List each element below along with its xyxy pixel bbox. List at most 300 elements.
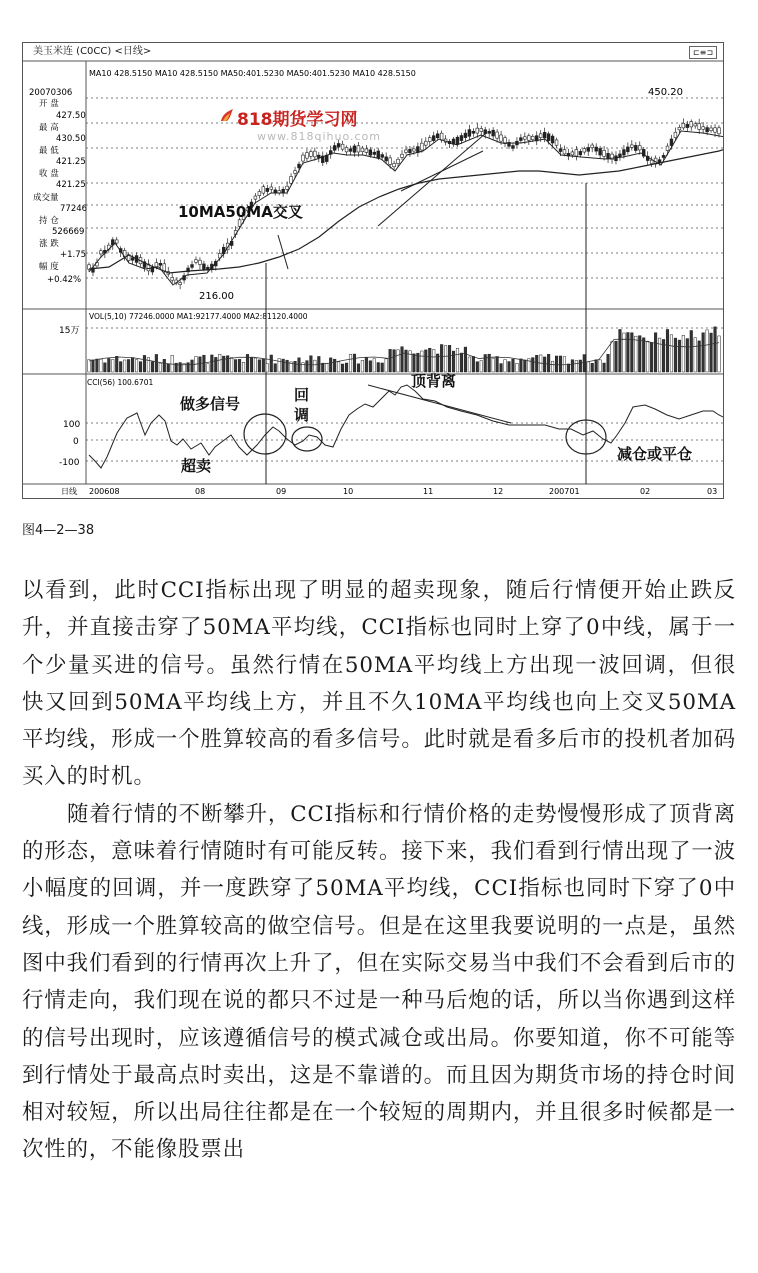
volume-bar	[531, 358, 534, 372]
candle-body	[377, 151, 380, 158]
candle-body	[686, 124, 689, 127]
candle-body	[309, 152, 312, 157]
paragraph: 随着行情的不断攀升，CCI指标和行情价格的走势慢慢形成了顶背离的形态，意味着行情随时有可能反转。接下来，我们看到行情出现了一波小幅度的回调，并一度跌穿了50MA平均线，CCI指标也同时下穿了0中线，形成一个胜算较高的做空信号。但是在这里我要说明的一点是，虽然图中我们看到的行情再次上升了，但在实际交易当中我们不会看到后市的行情走向，我们现在说的都只不过是一种马后炮的话，所以当你遇到这样的信号出现时，应该遵循信号的模式减仓或出局。你要知道，你不可能等到行情处于最高点时卖出，这是不靠谱的。而且因为期货市场的持仓时间相对较短，所以出局往往都是在一个较短的周期内，并且很多时候都是一次性的，不能像股票出	[22, 801, 736, 1163]
volume-bar	[139, 362, 142, 372]
volume-bar	[504, 360, 507, 372]
volume-bar	[535, 355, 538, 372]
volume-bar	[337, 362, 340, 372]
window-title: 美玉米连 (C0CC) <日线>	[33, 46, 152, 57]
volume-bar	[381, 363, 384, 372]
annotation-pullback-2: 调	[294, 406, 310, 424]
candle-body	[674, 132, 677, 137]
info-value: 427.50	[56, 111, 86, 121]
volume-bar	[706, 330, 709, 372]
candle-body	[714, 128, 717, 132]
volume-bar	[543, 357, 546, 372]
candle-body	[472, 131, 475, 133]
volume-bar	[151, 362, 154, 372]
volume-bar	[583, 355, 586, 372]
candle-body	[718, 128, 721, 134]
date-label: 200701	[549, 487, 580, 496]
volume-bar	[714, 327, 717, 372]
candle-body	[626, 147, 629, 152]
volume-bar	[428, 348, 431, 372]
candle-body	[523, 137, 526, 139]
volume-bar	[115, 356, 118, 372]
volume-bar	[123, 360, 126, 372]
candle-body	[583, 149, 586, 152]
date-label: 10	[343, 487, 354, 496]
volume-bar	[143, 355, 146, 372]
candle-body	[571, 152, 574, 155]
volume-bar	[690, 330, 693, 372]
candle-body	[258, 192, 261, 196]
annotation-pointer	[278, 235, 288, 269]
candle-body	[317, 155, 320, 157]
volume-bar	[199, 357, 202, 372]
volume-bar	[686, 339, 689, 372]
volume-bar	[634, 336, 637, 372]
volume-bar	[286, 360, 289, 372]
volume-bar	[718, 336, 721, 372]
volume-bar	[100, 359, 103, 372]
site-watermark	[237, 105, 417, 143]
volume-bar	[92, 360, 95, 372]
candle-body	[302, 155, 305, 161]
cci-axis-0: 0	[73, 437, 79, 447]
volume-bar	[496, 356, 499, 372]
volume-bar	[191, 360, 194, 372]
volume-bar	[389, 349, 392, 372]
candle-body	[424, 141, 427, 145]
volume-bar	[104, 363, 107, 372]
volume-bar	[591, 363, 594, 372]
volume-bar	[321, 363, 324, 372]
candle-body	[432, 136, 435, 141]
volume-bar	[547, 354, 550, 372]
candle-body	[428, 138, 431, 142]
candle-body	[623, 150, 626, 155]
candle-body	[682, 123, 685, 128]
candle-body	[195, 260, 198, 263]
candle-body	[595, 147, 598, 151]
candle-body	[306, 153, 309, 159]
volume-bar	[325, 363, 328, 372]
candle-body	[274, 190, 277, 193]
volume-bar	[452, 351, 455, 372]
volume-bar	[207, 364, 210, 372]
volume-bar	[306, 361, 309, 372]
volume-bar	[385, 359, 388, 372]
candle-body	[191, 265, 194, 268]
candle-body	[531, 136, 534, 139]
volume-bar	[226, 356, 229, 372]
vol-axis-label: 15万	[59, 326, 80, 336]
volume-bar	[377, 363, 380, 372]
candle-body	[500, 135, 503, 141]
volume-bar	[678, 340, 681, 372]
volume-bar	[476, 362, 479, 372]
candle-body	[199, 260, 202, 264]
volume-bar	[329, 358, 332, 372]
volume-bar	[341, 364, 344, 372]
candle-body	[385, 157, 388, 161]
candle-body	[270, 187, 273, 189]
price-low-label: 216.00	[199, 291, 234, 302]
candle-body	[381, 155, 384, 158]
volume-bar	[211, 355, 214, 372]
figure-caption: 图4—2—38	[22, 523, 95, 538]
volume-bar	[393, 350, 396, 372]
candle-body	[254, 196, 257, 199]
candle-body	[333, 146, 336, 151]
date-label: 12	[493, 487, 504, 496]
volume-bar	[167, 364, 170, 372]
volume-bar	[559, 356, 562, 372]
volume-bar	[234, 360, 237, 372]
volume-bar	[397, 350, 400, 372]
volume-bar	[424, 350, 427, 372]
candle-body	[575, 150, 578, 157]
trend-line	[378, 133, 486, 226]
volume-bar	[349, 354, 352, 372]
volume-bar	[147, 358, 150, 372]
volume-bar	[472, 356, 475, 372]
volume-bar	[421, 351, 424, 372]
volume-bar	[448, 345, 451, 372]
candle-body	[599, 148, 602, 155]
date-label: 03	[707, 487, 718, 496]
volume-bar	[571, 360, 574, 372]
volume-bar	[155, 354, 158, 372]
volume-bar	[262, 359, 265, 372]
volume-bar	[520, 359, 523, 372]
annotation-long-signal: 做多信号	[180, 395, 241, 413]
candle-body	[460, 136, 463, 141]
candle-body	[397, 159, 400, 163]
volume-bar	[456, 348, 459, 372]
volume-bar	[369, 361, 372, 372]
volume-bar	[171, 355, 174, 372]
volume-bar	[492, 358, 495, 372]
cci-axis-100: 100	[63, 420, 81, 430]
flame-logo-icon	[219, 107, 235, 123]
candle-body	[266, 188, 269, 191]
volume-bar	[258, 360, 261, 372]
volume-bar	[567, 364, 570, 372]
candle-body	[678, 127, 681, 130]
volume-bar	[222, 356, 225, 372]
candle-body	[670, 139, 673, 146]
candle-body	[115, 240, 118, 243]
candle-body	[349, 149, 352, 151]
candle-body	[496, 132, 499, 138]
candle-body	[464, 133, 467, 137]
volume-bar	[595, 360, 598, 372]
volume-bar	[357, 364, 360, 372]
candle-body	[706, 128, 709, 132]
candle-body	[547, 134, 550, 141]
volume-bar	[702, 333, 705, 372]
volume-bar	[302, 363, 305, 372]
candle-body	[401, 154, 404, 157]
candle-body	[702, 127, 705, 130]
candle-body	[694, 124, 697, 126]
volume-bar	[88, 360, 91, 372]
volume-bar	[187, 363, 190, 372]
volume-bar	[353, 354, 356, 372]
candle-body	[361, 148, 364, 152]
volume-bar	[488, 354, 491, 372]
volume-bar	[642, 338, 645, 372]
volume-bar	[674, 338, 677, 372]
volume-bar	[440, 345, 443, 372]
candle-body	[163, 264, 166, 271]
volume-bar	[710, 333, 713, 372]
volume-bar	[127, 359, 130, 372]
candle-body	[527, 136, 530, 141]
info-label: 收 盘	[39, 169, 59, 179]
volume-bar	[108, 358, 111, 372]
volume-bar	[135, 360, 138, 372]
volume-bar	[500, 364, 503, 372]
candle-body	[369, 150, 372, 156]
candle-body	[476, 128, 479, 133]
volume-bar	[682, 335, 685, 372]
candle-body	[468, 130, 471, 137]
info-label: 幅 度	[39, 262, 59, 272]
volume-bar	[432, 350, 435, 372]
trend-line	[401, 151, 483, 191]
candle-body	[341, 144, 344, 149]
volume-bar	[314, 360, 317, 372]
volume-bar	[484, 355, 487, 372]
annotation-reduce-position: 减仓或平仓	[617, 445, 693, 463]
volume-bar	[238, 359, 241, 372]
candle-body	[690, 122, 693, 127]
candle-body	[587, 147, 590, 151]
volume-bar	[266, 364, 269, 372]
volume-bar	[516, 363, 519, 372]
volume-bar	[579, 360, 582, 372]
candle-body	[389, 158, 392, 164]
candle-body	[666, 146, 669, 150]
signal-circle	[244, 414, 286, 454]
candle-body	[420, 143, 423, 150]
volume-bar	[460, 353, 463, 372]
candle-body	[286, 186, 289, 189]
info-label: 最 低	[39, 146, 59, 156]
candle-body	[512, 146, 515, 149]
date-axis	[61, 486, 717, 496]
ma-legend: MA10 428.5150 MA10 428.5150 MA50:401.5230 MA50:401.5230 MA10 428.5150	[89, 69, 416, 78]
info-value: +1.75	[60, 250, 87, 260]
volume-bar	[270, 355, 273, 372]
volume-bar	[627, 333, 630, 372]
date-label: 200608	[89, 487, 120, 496]
chart-figure	[22, 42, 724, 499]
candle-body	[298, 164, 301, 168]
volume-bar	[468, 357, 471, 372]
volume-bar	[294, 361, 297, 372]
candle-body	[131, 258, 134, 260]
info-value: 421.25	[56, 180, 86, 190]
pullback-circle	[292, 427, 322, 451]
info-label: 持 仓	[39, 216, 59, 226]
volume-bar	[274, 364, 277, 372]
candle-body	[294, 171, 297, 174]
candle-body	[555, 140, 558, 145]
candle-body	[650, 160, 653, 163]
date-label: 02	[640, 487, 651, 496]
watermark-url: www.818qihuo.com	[257, 130, 381, 143]
info-value: 77246	[60, 204, 88, 214]
window-buttons[interactable]: ⊏≡⊐	[689, 46, 717, 59]
candle-body	[436, 134, 439, 138]
candle-body	[373, 152, 376, 154]
volume-bar	[646, 341, 649, 372]
volume-bar	[179, 363, 182, 372]
date-label: 11	[423, 487, 434, 496]
info-date: 20070306	[29, 88, 73, 98]
vol-legend: VOL(5,10) 77246.0000 MA1:92177.4000 MA2:81120.4000	[89, 312, 308, 321]
annotation-ma-cross: 10MA50MA交叉	[178, 203, 303, 221]
info-label: 成交量	[33, 193, 59, 203]
volume-bar	[555, 356, 558, 372]
info-value: 421.25	[56, 157, 86, 167]
volume-bar	[615, 341, 618, 372]
volume-bar	[638, 336, 641, 372]
candle-body	[155, 263, 158, 267]
paragraph: 以看到，此时CCI指标出现了明显的超卖现象，随后行情便开始止跌反升，并直接击穿了50MA平均线，CCI指标也同时上穿了0中线，属于一个少量买进的信号。虽然行情在50MA平均线上方出现一波回调，但很快又回到50MA平均线上方，并且不久10MA平均线也向上交叉50MA平均线，形成一个胜算较高的看多信号。此时就是看多后市的投机者加码买入的时机。	[22, 578, 736, 790]
candle-body	[559, 149, 562, 152]
candle-body	[456, 137, 459, 144]
volume-bar	[163, 359, 166, 372]
candle-body	[282, 189, 285, 192]
volume-bar	[278, 359, 281, 372]
volume-bar	[345, 363, 348, 372]
candle-body	[409, 149, 412, 152]
volume-bar	[508, 362, 511, 372]
volume-bar	[218, 354, 221, 372]
candle-body	[662, 155, 665, 157]
volume-bar	[333, 359, 336, 372]
info-label: 最 高	[39, 123, 59, 133]
candle-body	[413, 149, 416, 151]
date-label: 日线	[61, 487, 77, 496]
annotation-divergence: 顶背离	[411, 372, 457, 390]
info-panel	[29, 88, 87, 285]
volume-bar	[575, 360, 578, 372]
watermark-title: 818期货学习网	[237, 110, 358, 130]
volume-bar	[444, 346, 447, 372]
volume-bar	[603, 363, 606, 372]
volume-bar	[203, 355, 206, 372]
volume-bars	[88, 327, 721, 372]
volume-bar	[658, 338, 661, 372]
volume-bar	[654, 333, 657, 372]
candle-body	[357, 146, 360, 152]
volume-bar	[480, 361, 483, 372]
candle-body	[492, 130, 495, 136]
volume-bar	[242, 362, 245, 372]
volume-bar	[619, 329, 622, 372]
volume-bar	[365, 357, 368, 372]
volume-bar	[666, 329, 669, 372]
annotation-pullback-1: 回	[294, 386, 310, 404]
volume-bar	[587, 362, 590, 372]
candle-body	[603, 150, 606, 156]
candle-body	[698, 124, 701, 130]
candle-body	[563, 150, 566, 154]
volume-bar	[159, 363, 162, 372]
volume-bar	[361, 360, 364, 372]
candle-body	[519, 138, 522, 141]
volume-bar	[670, 335, 673, 372]
article-body	[22, 572, 736, 1169]
date-label: 09	[276, 487, 287, 496]
volume-bar	[254, 358, 257, 372]
cci-legend: CCI(56) 100.6701	[87, 378, 154, 387]
candle-body	[159, 263, 162, 265]
candle-body	[353, 146, 356, 152]
volume-bar	[250, 357, 253, 372]
volume-bar	[310, 356, 313, 372]
info-value: +0.42%	[47, 275, 82, 285]
volume-bar	[694, 338, 697, 372]
candle-body	[551, 136, 554, 143]
volume-bar	[96, 359, 99, 372]
volume-bar	[230, 357, 233, 372]
candle-body	[203, 264, 206, 269]
volume-bar	[524, 360, 527, 372]
candle-body	[365, 149, 368, 152]
candle-body	[630, 145, 633, 147]
candle-body	[591, 145, 594, 148]
volume-bar	[599, 360, 602, 372]
cci-axis-neg100: -100	[59, 458, 80, 468]
candle-body	[99, 251, 102, 254]
candle-body	[634, 145, 637, 150]
price-high-label: 450.20	[648, 87, 683, 98]
info-value: 430.50	[56, 134, 86, 144]
volume-bar	[119, 362, 122, 372]
volume-bar	[631, 333, 634, 372]
candle-body	[179, 283, 182, 285]
candle-body	[345, 147, 348, 151]
volume-bar	[611, 342, 614, 372]
volume-bar	[464, 347, 467, 372]
candle-body	[480, 129, 483, 132]
candle-body	[488, 131, 491, 133]
volume-bar	[401, 347, 404, 372]
info-label: 涨 跌	[39, 239, 59, 249]
info-value: 526669	[52, 227, 85, 237]
candle-body	[543, 132, 546, 138]
candle-body	[393, 163, 396, 166]
candle-body	[619, 154, 622, 157]
candle-body	[710, 128, 713, 131]
volume-bar	[131, 358, 134, 372]
volume-bar	[607, 354, 610, 372]
candle-body	[405, 150, 408, 153]
candle-body	[579, 151, 582, 154]
annotation-oversold: 超卖	[181, 457, 212, 475]
candle-body	[290, 176, 293, 183]
volume-bar	[551, 361, 554, 372]
volume-bar	[282, 359, 285, 372]
candle-body	[539, 134, 542, 138]
